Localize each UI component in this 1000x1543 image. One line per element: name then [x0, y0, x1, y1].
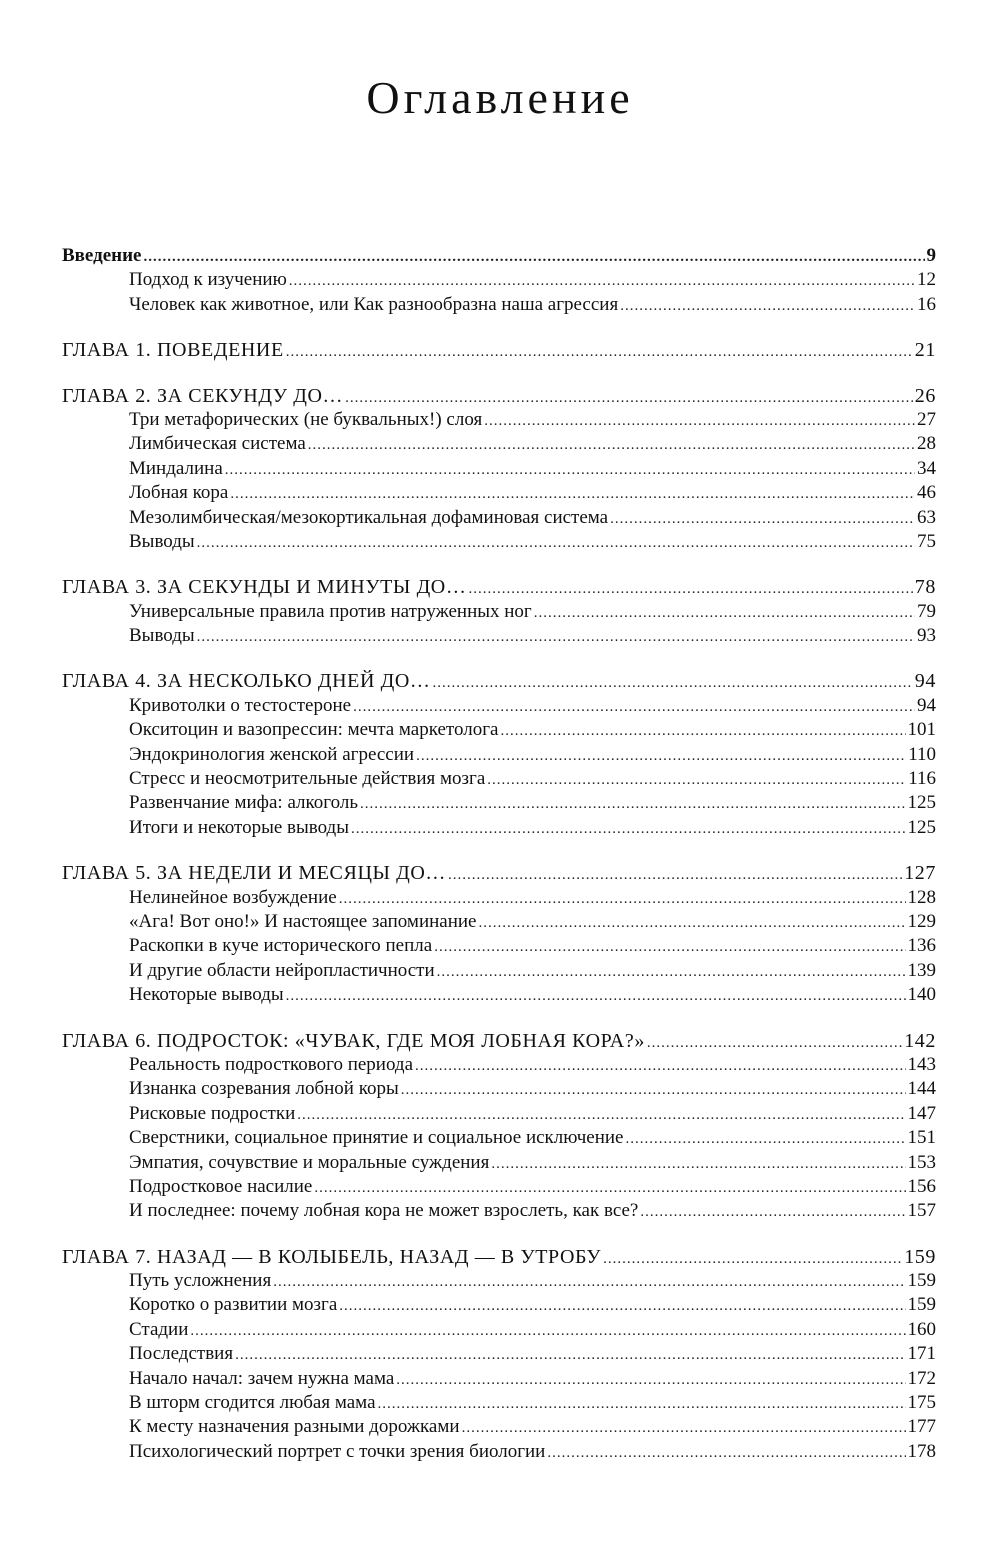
toc-entry[interactable] — [62, 1367, 936, 1391]
dot-leader — [351, 817, 906, 840]
toc-page-number: 157 — [907, 1200, 936, 1222]
toc-heading-text: ГЛАВА 7. НАЗАД — В КОЛЫБЕЛЬ, НАЗАД — В УТРОБУ — [62, 1245, 602, 1268]
toc-entry-text: Универсальные правила против натруженных ног — [129, 600, 532, 622]
toc-entry[interactable] — [62, 959, 936, 983]
toc-page-number: 142 — [904, 1029, 936, 1052]
toc-entry[interactable] — [62, 1077, 936, 1101]
toc-page-number: 136 — [907, 935, 936, 957]
toc-page-number: 153 — [907, 1151, 936, 1173]
dot-leader — [547, 1441, 905, 1464]
toc-entry[interactable] — [62, 743, 936, 767]
toc-heading[interactable] — [62, 575, 936, 599]
toc-entry-text: Нелинейное возбуждение — [129, 886, 337, 908]
toc-page-number: 144 — [907, 1078, 936, 1100]
toc-entry[interactable] — [62, 934, 936, 958]
dot-leader — [448, 863, 902, 885]
toc-page-number: 127 — [904, 862, 936, 885]
toc-entry-text: Выводы — [129, 625, 195, 647]
toc-heading-text: ГЛАВА 4. ЗА НЕСКОЛЬКО ДНЕЙ ДО… — [62, 670, 431, 693]
toc-heading[interactable] — [62, 1029, 936, 1053]
toc-entry-text: Развенчание мифа: алкоголь — [129, 792, 359, 814]
toc-entry[interactable] — [62, 1293, 936, 1317]
dot-leader — [225, 458, 915, 481]
toc-page-number: 151 — [907, 1127, 936, 1149]
dot-leader — [433, 671, 913, 693]
toc-page-number: 28 — [917, 433, 936, 455]
dot-leader — [647, 1031, 902, 1053]
toc-entry-text: Кривотолки о тестостероне — [129, 694, 352, 716]
toc-entry-text: Последствия — [129, 1343, 234, 1365]
toc-entry[interactable] — [62, 1126, 936, 1150]
toc-entry-text: К месту назначения разными дорожками — [129, 1416, 460, 1438]
dot-leader — [197, 531, 915, 554]
toc-entry[interactable] — [62, 1151, 936, 1175]
toc-entry-text: Три метафорических (не буквальных!) слоя — [129, 408, 483, 430]
dot-leader — [462, 1416, 906, 1439]
dot-leader — [286, 340, 913, 362]
dot-leader — [500, 719, 905, 742]
toc-page-number: 101 — [907, 719, 936, 741]
dot-leader — [478, 911, 905, 934]
toc-heading-text: ГЛАВА 1. ПОВЕДЕНИЕ — [62, 339, 284, 362]
toc-page-number: 21 — [914, 339, 936, 362]
toc-page-number: 156 — [907, 1175, 936, 1197]
toc-page-number: 46 — [917, 482, 936, 504]
toc-page-number: 178 — [907, 1440, 936, 1462]
toc-page-number: 139 — [907, 959, 936, 981]
dot-leader — [360, 792, 905, 815]
toc-page-number: 75 — [917, 530, 936, 552]
dot-leader — [396, 1368, 905, 1391]
toc-entry-text: Раскопки в куче исторического пепла — [129, 935, 433, 957]
dot-leader — [416, 744, 906, 767]
toc-entry-text: Изнанка созревания лобной коры — [129, 1078, 399, 1100]
toc-entry-text: Эндокринология женской агрессии — [129, 743, 415, 765]
toc-entry-text: Некоторые выводы — [129, 984, 284, 1006]
toc-entry-text: И последнее: почему лобная кора не может взрослеть, как все? — [129, 1200, 639, 1222]
toc-entry[interactable] — [62, 1053, 936, 1077]
toc-heading-text: ГЛАВА 6. ПОДРОСТОК: «ЧУВАК, ГДЕ МОЯ ЛОБНАЯ КОРА?» — [62, 1029, 645, 1052]
toc-page-number: 159 — [907, 1270, 936, 1292]
page-title: Оглавление — [366, 71, 634, 123]
dot-leader — [144, 245, 925, 268]
toc-entry[interactable] — [62, 600, 936, 624]
toc-heading-text: ГЛАВА 3. ЗА СЕКУНДЫ И МИНУТЫ ДО… — [62, 576, 467, 599]
toc-page-number: 116 — [908, 768, 936, 790]
toc-entry[interactable] — [62, 1102, 936, 1126]
toc-page-number: 34 — [917, 457, 936, 479]
toc-entry[interactable] — [62, 1391, 936, 1415]
toc-page-number: 63 — [917, 506, 936, 528]
toc-entry-text: «Ага! Вот оно!» И настоящее запоминание — [129, 910, 477, 932]
toc-page-number: 147 — [907, 1102, 936, 1124]
toc-entry[interactable] — [62, 816, 936, 840]
toc-heading[interactable] — [62, 338, 936, 362]
toc-entry[interactable] — [62, 910, 936, 934]
toc-section-intro — [62, 244, 936, 317]
toc-section-chapter-2 — [62, 384, 936, 555]
dot-leader — [401, 1078, 906, 1101]
toc-entry-text: В шторм сгодится любая мама — [129, 1392, 376, 1414]
dot-leader — [534, 601, 915, 624]
dot-leader — [286, 984, 906, 1007]
toc-page-number: 143 — [907, 1053, 936, 1075]
toc-heading-text: ГЛАВА 2. ЗА СЕКУНДУ ДО… — [62, 384, 344, 407]
table-of-contents — [62, 244, 936, 1485]
toc-page-number: 12 — [917, 269, 936, 291]
toc-entry-text: Выводы — [129, 530, 195, 552]
toc-page-number: 93 — [917, 625, 936, 647]
toc-page-number: 27 — [917, 408, 936, 430]
dot-leader — [626, 1127, 906, 1150]
dot-leader — [314, 1176, 905, 1199]
toc-entry[interactable] — [62, 886, 936, 910]
toc-section-chapter-3 — [62, 575, 936, 648]
toc-entry[interactable] — [62, 983, 936, 1007]
dot-leader — [437, 960, 906, 983]
toc-page-number: 129 — [907, 910, 936, 932]
toc-entry[interactable] — [62, 1175, 936, 1199]
dot-leader — [297, 1103, 905, 1126]
toc-entry-text: Мезолимбическая/мезокортикальная дофаминовая система — [129, 506, 609, 528]
toc-entry-text: Окситоцин и вазопрессин: мечта маркетолога — [129, 719, 499, 741]
toc-entry[interactable] — [62, 624, 936, 648]
dot-leader — [415, 1054, 905, 1077]
toc-page-number: 159 — [907, 1294, 936, 1316]
toc-entry-text: И другие области нейропластичности — [129, 959, 435, 981]
toc-page-number: 175 — [907, 1392, 936, 1414]
toc-entry-text: Коротко о развитии мозга — [129, 1294, 338, 1316]
dot-leader — [491, 1152, 905, 1175]
toc-page-number: 78 — [914, 576, 936, 599]
toc-entry[interactable] — [62, 481, 936, 505]
toc-page-number: 94 — [914, 670, 936, 693]
dot-leader — [487, 768, 906, 791]
toc-section-chapter-6 — [62, 1029, 936, 1224]
toc-entry[interactable] — [62, 408, 936, 432]
toc-page-number: 177 — [907, 1416, 936, 1438]
toc-entry[interactable] — [62, 432, 936, 456]
toc-page-number: 171 — [907, 1343, 936, 1365]
toc-page-number: 159 — [904, 1245, 936, 1268]
toc-entry[interactable] — [62, 694, 936, 718]
toc-entry-text: Подростковое насилие — [129, 1175, 313, 1197]
toc-page-number: 128 — [907, 886, 936, 908]
dot-leader — [230, 482, 915, 505]
dot-leader — [640, 1200, 905, 1223]
dot-leader — [289, 269, 915, 292]
toc-entry[interactable] — [62, 268, 936, 292]
toc-entry-text: Рисковые подростки — [129, 1102, 296, 1124]
toc-entry-text: Стресс и неосмотрительные действия мозга — [129, 768, 486, 790]
toc-entry[interactable] — [62, 506, 936, 530]
toc-heading[interactable] — [62, 244, 936, 268]
toc-entry-text: Эмпатия, сочувствие и моральные суждения — [129, 1151, 490, 1173]
toc-entry[interactable] — [62, 767, 936, 791]
toc-heading-text: Введение — [62, 245, 142, 266]
toc-heading[interactable] — [62, 384, 936, 408]
dot-leader — [308, 433, 915, 456]
toc-entry[interactable] — [62, 1440, 936, 1464]
dot-leader — [273, 1270, 905, 1293]
dot-leader — [620, 294, 915, 317]
toc-entry-text: Начало начал: зачем нужна мама — [129, 1367, 395, 1389]
toc-page-number: 172 — [907, 1367, 936, 1389]
toc-page-number: 160 — [907, 1318, 936, 1340]
dot-leader — [378, 1392, 906, 1415]
toc-page-number: 26 — [914, 384, 936, 407]
dot-leader — [235, 1343, 905, 1366]
toc-section-chapter-1 — [62, 338, 936, 362]
toc-section-chapter-7 — [62, 1245, 936, 1465]
toc-heading[interactable] — [62, 861, 936, 885]
toc-entry[interactable] — [62, 1269, 936, 1293]
toc-heading[interactable] — [62, 1245, 936, 1269]
toc-entry[interactable] — [62, 791, 936, 815]
toc-page-number: 9 — [926, 245, 936, 266]
toc-heading-text: ГЛАВА 5. ЗА НЕДЕЛИ И МЕСЯЦЫ ДО… — [62, 862, 447, 885]
toc-entry-text: Итоги и некоторые выводы — [129, 816, 349, 838]
dot-leader — [610, 507, 915, 530]
toc-page-number: 16 — [917, 293, 936, 315]
toc-page-number: 94 — [917, 694, 936, 716]
dot-leader — [434, 935, 905, 958]
dot-leader — [468, 577, 912, 599]
toc-entry[interactable] — [62, 1415, 936, 1439]
dot-leader — [345, 386, 913, 408]
toc-entry-text: Лимбическая система — [129, 433, 306, 455]
toc-page-number: 110 — [908, 743, 936, 765]
toc-section-chapter-4 — [62, 669, 936, 840]
toc-entry[interactable] — [62, 1199, 936, 1223]
toc-page-number: 140 — [907, 984, 936, 1006]
dot-leader — [484, 409, 915, 432]
toc-entry-text: Реальность подросткового периода — [129, 1053, 414, 1075]
toc-entry-text: Подход к изучению — [129, 269, 287, 291]
dot-leader — [353, 695, 915, 718]
dot-leader — [190, 1319, 905, 1342]
dot-leader — [197, 625, 915, 648]
toc-entry[interactable] — [62, 530, 936, 554]
toc-entry-text: Миндалина — [129, 457, 223, 479]
toc-entry[interactable] — [62, 718, 936, 742]
dot-leader — [339, 887, 906, 910]
toc-entry-text: Стадии — [129, 1318, 189, 1340]
toc-entry[interactable] — [62, 293, 936, 317]
toc-entry-text: Психологический портрет с точки зрения биологии — [129, 1440, 546, 1462]
dot-leader — [339, 1294, 905, 1317]
toc-entry-text: Человек как животное, или Как разнообразна наша агрессия — [129, 293, 619, 315]
toc-heading[interactable] — [62, 669, 936, 693]
toc-entry[interactable] — [62, 1342, 936, 1366]
toc-page-number: 125 — [907, 792, 936, 814]
toc-entry-text: Сверстники, социальное принятие и социальное исключение — [129, 1127, 624, 1149]
toc-entry-text: Лобная кора — [129, 482, 229, 504]
toc-page-number: 125 — [907, 816, 936, 838]
toc-entry[interactable] — [62, 457, 936, 481]
toc-section-chapter-5 — [62, 861, 936, 1007]
toc-page-number: 79 — [917, 600, 936, 622]
toc-entry-text: Путь усложнения — [129, 1270, 272, 1292]
dot-leader — [603, 1247, 902, 1269]
toc-entry[interactable] — [62, 1318, 936, 1342]
